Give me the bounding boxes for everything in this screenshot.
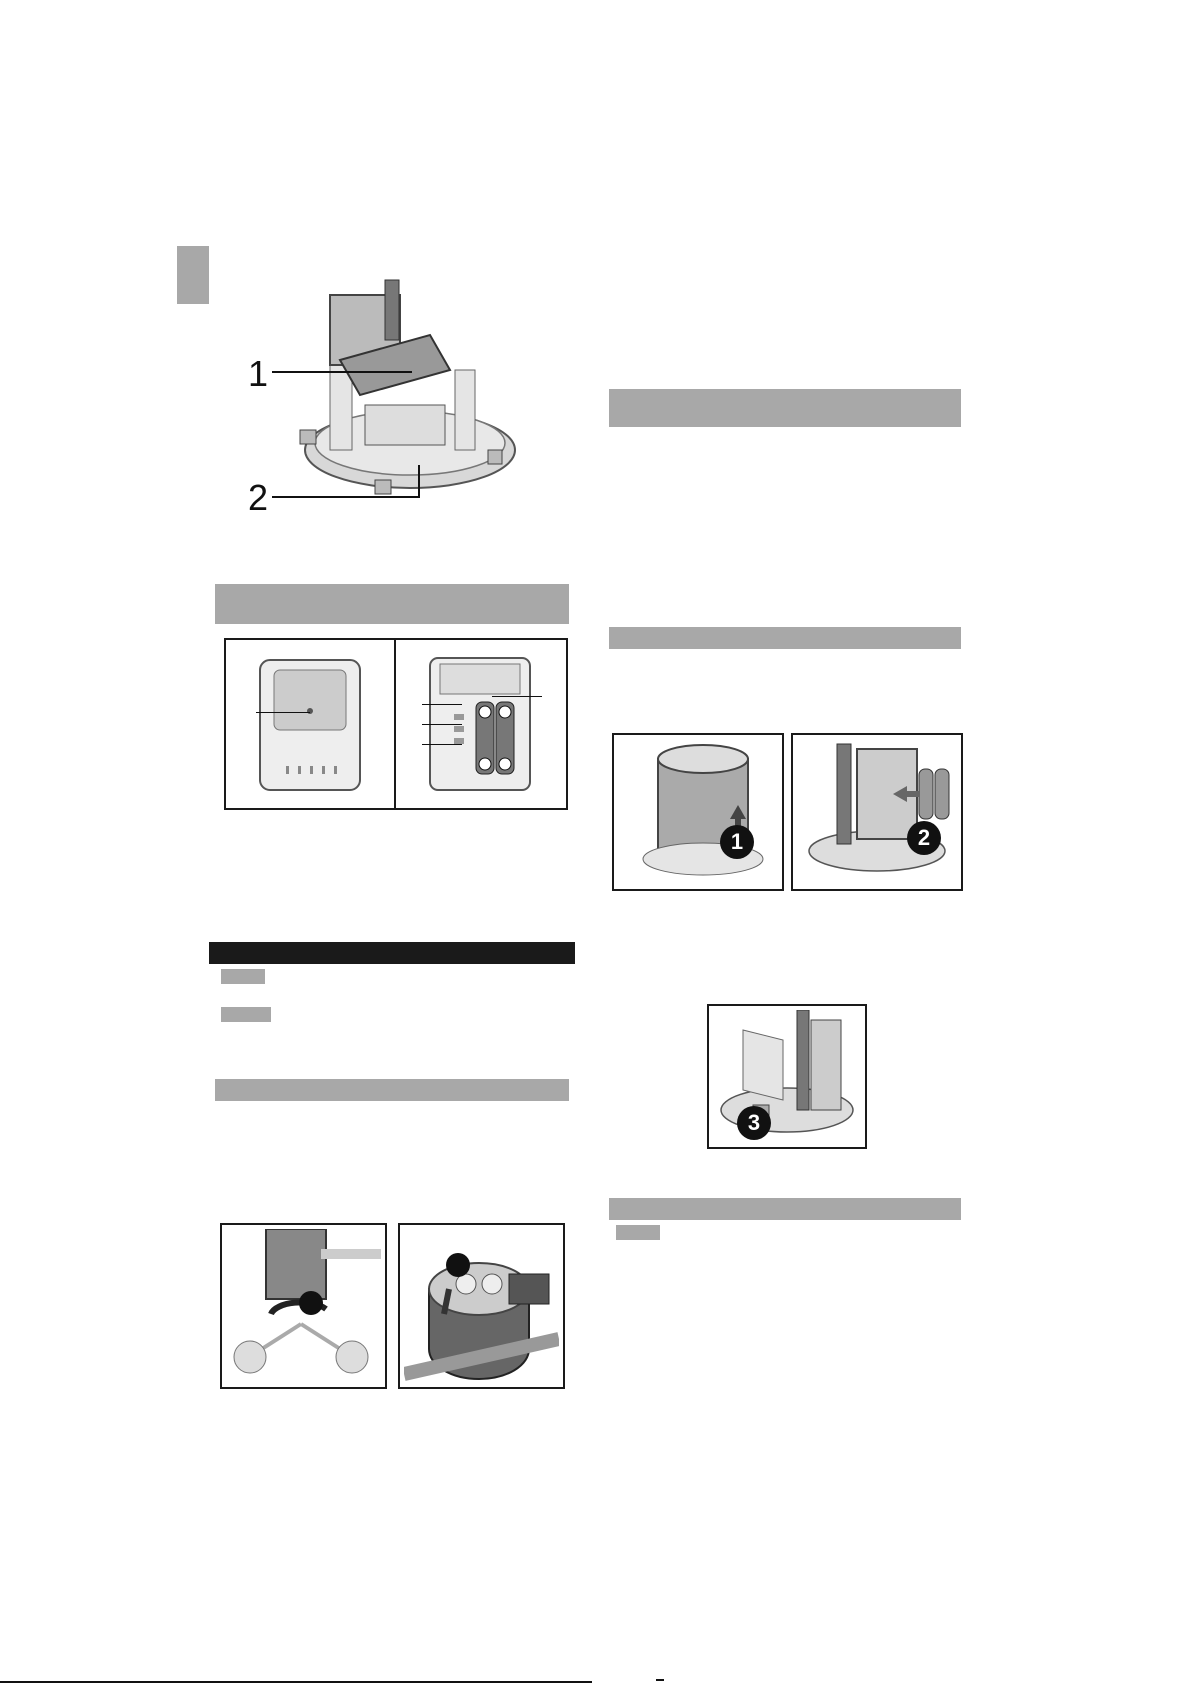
rain-gauge-step1-frame bbox=[612, 733, 784, 891]
note-tag-3 bbox=[616, 1225, 660, 1240]
wind-step-badge-a bbox=[299, 1291, 323, 1315]
footer-rule bbox=[0, 1681, 592, 1683]
right-section-heading-bar-3 bbox=[609, 1198, 961, 1220]
step-badge-2: 2 bbox=[907, 821, 941, 855]
callout-line-2-vert bbox=[418, 465, 420, 498]
rain-gauge-battery-insert-illustration bbox=[797, 739, 957, 885]
note-tag-2 bbox=[221, 1007, 271, 1022]
back-pointer-line-b bbox=[422, 724, 462, 725]
step-badge-3: 3 bbox=[737, 1106, 771, 1140]
remote-sensor-front-frame bbox=[224, 638, 398, 810]
right-section-heading-bar bbox=[609, 389, 961, 427]
callout-label-2: 2 bbox=[248, 477, 269, 518]
wind-sensor-battery-frame bbox=[398, 1223, 565, 1389]
rain-gauge-cover-removal-illustration bbox=[618, 739, 778, 885]
rain-gauge-step2-frame bbox=[791, 733, 963, 891]
back-pointer-line-d bbox=[492, 696, 542, 697]
back-pointer-line-c bbox=[422, 744, 462, 745]
wind-sensor-cup-frame bbox=[220, 1223, 387, 1389]
remote-sensor-front-illustration bbox=[256, 656, 366, 796]
remote-sensor-back-frame bbox=[394, 638, 568, 810]
right-section-heading-bar-2 bbox=[609, 627, 961, 649]
section-heading-bar-2 bbox=[215, 1079, 569, 1101]
note-tag-1 bbox=[221, 969, 265, 984]
wind-step-badge-b bbox=[446, 1253, 470, 1277]
callout-line-1 bbox=[272, 371, 412, 373]
wind-sensor-battery-illustration bbox=[404, 1229, 559, 1383]
section-heading-bar bbox=[215, 584, 569, 624]
back-pointer-line-a bbox=[422, 704, 462, 705]
warning-bar bbox=[209, 942, 575, 964]
step-badge-1: 1 bbox=[720, 825, 754, 859]
callout-label-1: 1 bbox=[248, 353, 269, 394]
front-pointer-line bbox=[256, 712, 310, 713]
callout-line-2 bbox=[272, 496, 420, 498]
rain-gauge-step3-frame bbox=[707, 1004, 867, 1149]
footer-mark bbox=[656, 1679, 664, 1681]
remote-sensor-battery-compartment-illustration bbox=[426, 654, 536, 796]
rain-gauge-illustration bbox=[280, 275, 530, 520]
rain-gauge-reassemble-illustration bbox=[713, 1010, 861, 1143]
page-side-tab bbox=[177, 246, 209, 304]
